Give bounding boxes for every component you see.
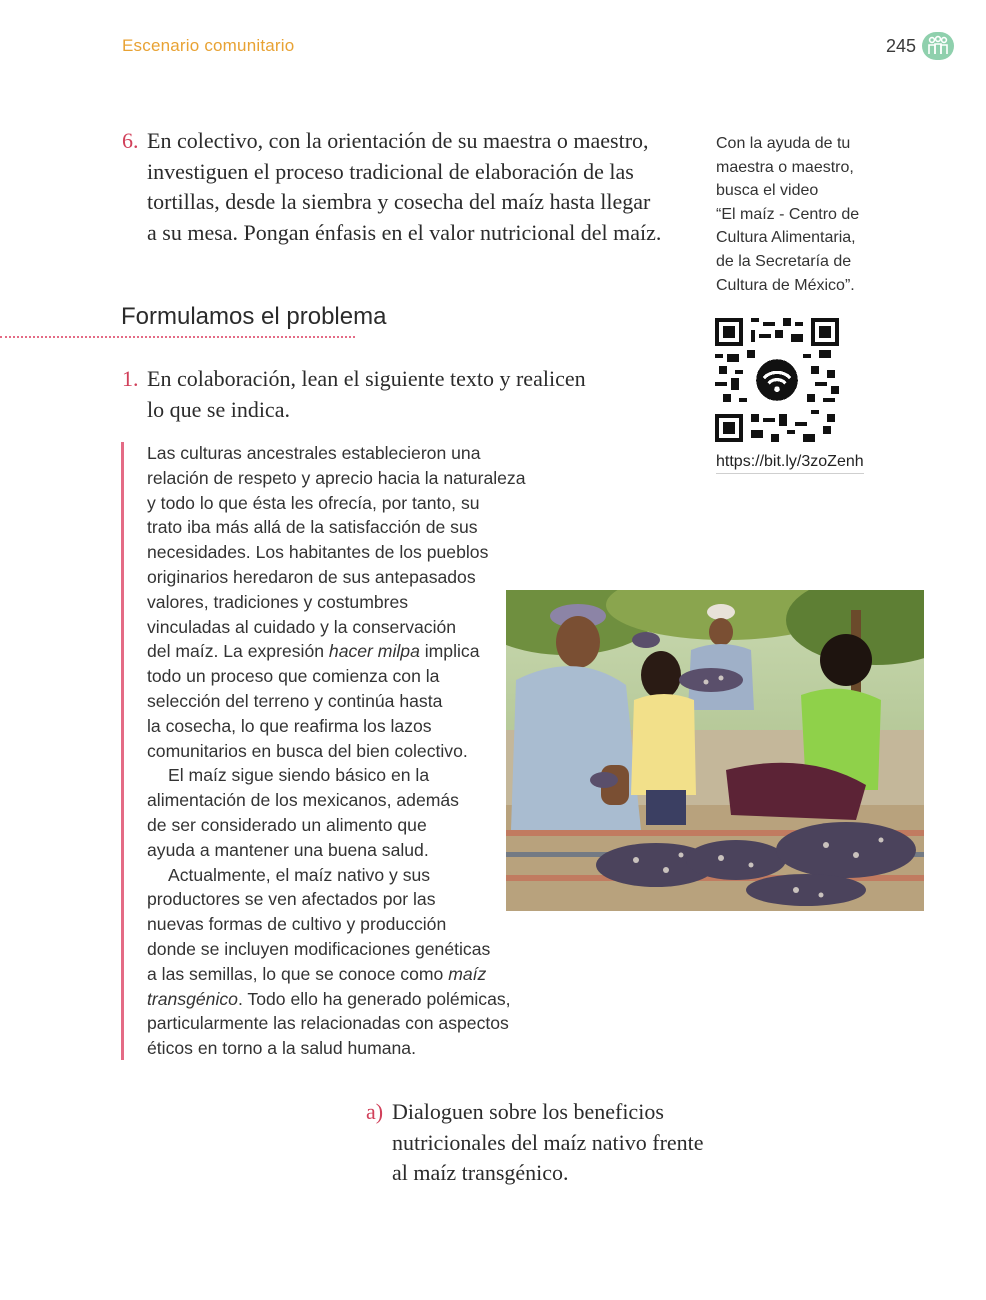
reading-line: éticos en torno a la salud humana. xyxy=(147,1038,416,1059)
item-number: 1. xyxy=(122,366,139,391)
sidebar-note-line: Cultura de México”. xyxy=(716,276,855,294)
reading-text: implica xyxy=(419,641,480,662)
reading-line xyxy=(147,987,526,1012)
community-people-icon xyxy=(922,32,954,60)
reading-emphasis: maíz xyxy=(448,963,487,984)
item-number: 6. xyxy=(122,128,139,153)
reading-text: del maíz. La expresión xyxy=(147,641,329,662)
reading-line xyxy=(147,962,526,987)
item-letter: a) xyxy=(366,1099,384,1124)
activity-item-1 xyxy=(122,364,592,425)
reading-line: Actualmente, el maíz nativo y sus xyxy=(168,864,431,885)
section-header: Escenario comunitario xyxy=(122,36,295,55)
activity-item-6 xyxy=(122,126,662,248)
video-link[interactable]: https://bit.ly/3zoZenh xyxy=(716,453,864,474)
activity-item-a xyxy=(366,1097,716,1189)
reading-line: El maíz sigue siendo básico en la xyxy=(168,765,430,786)
reading-line: relación de respeto y aprecio hacia la naturaleza xyxy=(147,467,526,488)
sidebar-note-line: Con la ayuda de tu xyxy=(716,135,851,152)
reading-line: ayuda a mantener una buena salud. xyxy=(147,839,429,860)
sidebar-note-line: de la Secretaría de xyxy=(716,252,852,270)
sidebar-note-line: busca el video xyxy=(716,182,819,200)
reading-line: nuevas formas de cultivo y producción xyxy=(147,914,447,935)
reading-line: Las culturas ancestrales establecieron una xyxy=(147,443,481,463)
item-text: En colaboración, lean el siguiente texto y realicen lo que se indica. xyxy=(147,366,586,422)
reading-text: a las semillas, lo que se conoce como xyxy=(147,963,449,984)
qr-code-icon[interactable] xyxy=(715,318,839,442)
reading-line: todo un proceso que comienza con la xyxy=(147,666,440,687)
reading-line: selección del terreno y continúa hasta xyxy=(147,690,443,711)
reading-line xyxy=(147,639,526,664)
item-text: En colectivo, con la orientación de su maestra o maestro, investiguen el proceso tradicional de elaboración de las tortillas, desde la siembra y cosecha del maíz hasta llegar a su mesa. Pongan énfasis en el valor nutricional del maíz. xyxy=(147,128,662,245)
reading-line: y todo lo que ésta les ofrecía, por tanto, su xyxy=(147,492,480,513)
item-text: Dialoguen sobre los beneficios nutricionales del maíz nativo frente al maíz transgénico. xyxy=(392,1099,704,1185)
reading-line: donde se incluyen modificaciones genéticas xyxy=(147,938,491,959)
reading-line: la cosecha, lo que reafirma los lazos xyxy=(147,715,432,736)
section-divider xyxy=(0,336,355,338)
page-number: 245 xyxy=(886,36,917,56)
reading-emphasis: transgénico xyxy=(147,988,238,1009)
reading-line: valores, tradiciones y costumbres xyxy=(147,591,409,612)
reading-emphasis: hacer milpa xyxy=(328,641,420,662)
sidebar-note-line: Cultura Alimentaria, xyxy=(716,229,856,247)
sidebar-note xyxy=(716,132,876,297)
reading-line: originarios heredaron de sus antepasados xyxy=(147,566,476,587)
reading-text: . Todo ello ha generado polémicas, xyxy=(237,988,511,1009)
reading-line: comunitarios en busca del bien colectivo. xyxy=(147,740,468,761)
maize-harvest-photo xyxy=(506,590,924,911)
reading-line: productores se ven afectados por las xyxy=(147,889,436,910)
reading-line: trato iba más allá de la satisfacción de sus xyxy=(147,517,478,538)
sidebar-note-line: “El maíz - Centro de xyxy=(716,205,860,223)
section-title: Formulamos el problema xyxy=(121,303,387,330)
sidebar-note-line: maestra o maestro, xyxy=(716,158,854,176)
reading-line: alimentación de los mexicanos, además xyxy=(147,790,459,811)
reading-line: necesidades. Los habitantes de los pueblos xyxy=(147,542,489,563)
reading-accent-bar xyxy=(121,442,124,1060)
reading-line: particularmente las relacionadas con aspectos xyxy=(147,1013,509,1034)
reading-passage xyxy=(147,441,526,1061)
reading-line: de ser considerado un alimento que xyxy=(147,814,427,835)
reading-line: vinculadas al cuidado y la conservación xyxy=(147,616,457,637)
